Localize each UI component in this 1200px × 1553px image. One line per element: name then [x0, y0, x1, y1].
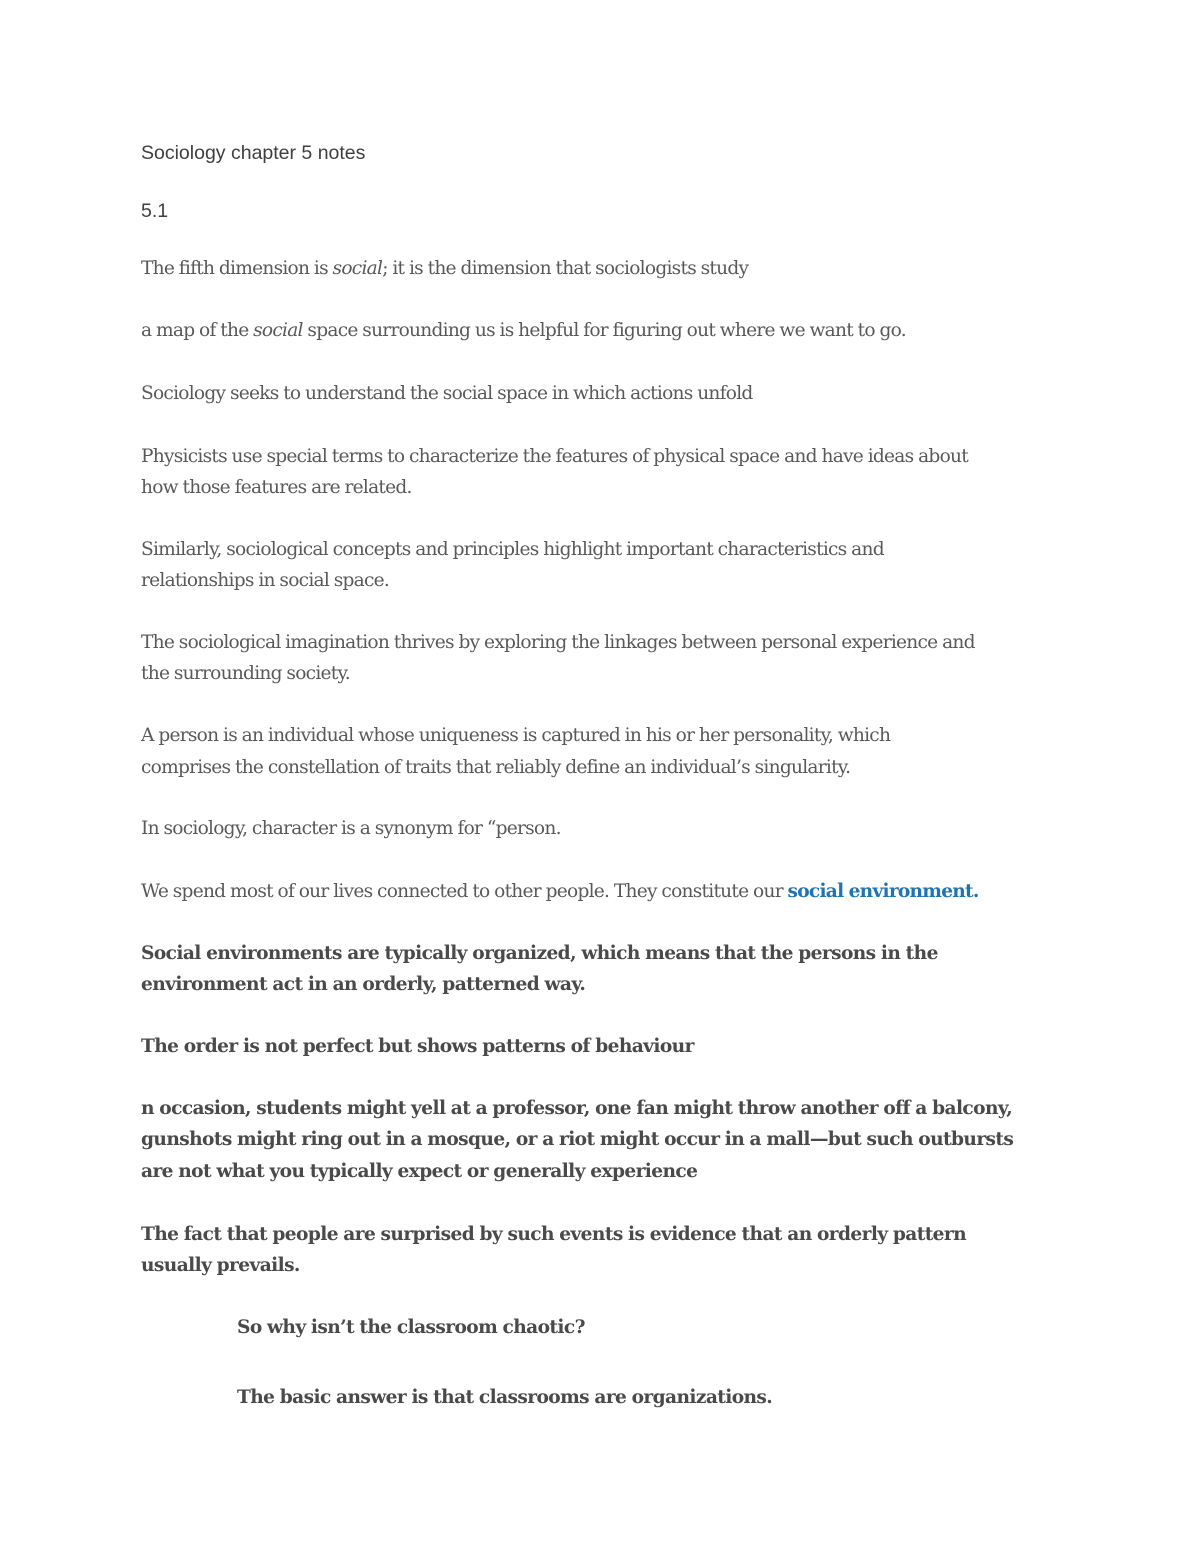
paragraph-imagination-line-1: The sociological imagination thrives by exploring the linkages between personal experience and	[141, 632, 975, 653]
paragraph-occasion-line-1: n occasion, students might yell at a professor, one fan might throw another off a balcony,	[141, 1098, 1013, 1119]
social-environment-term: social environment.	[787, 881, 979, 902]
paragraph-organized-line-2: environment act in an orderly, patterned way.	[141, 974, 586, 995]
emphasis-social: social	[253, 320, 303, 341]
paragraph-organized-line-1: Social environments are typically organized, which means that the persons in the	[141, 943, 938, 964]
section-number: 5.1	[141, 200, 169, 222]
document-title: Sociology chapter 5 notes	[141, 142, 366, 164]
paragraph-occasion-line-2: gunshots might ring out in a mosque, or a riot might occur in a mall—but such outbursts	[141, 1129, 1014, 1150]
question-classroom-chaotic: So why isn’t the classroom chaotic?	[237, 1317, 585, 1338]
emphasis-social: social	[332, 258, 383, 279]
paragraph-fifth-dimension: The fifth dimension is social; it is the dimension that sociologists study	[141, 258, 749, 279]
paragraph-person-line-1: A person is an individual whose uniqueness is captured in his or her personality, which	[141, 725, 891, 746]
paragraph-surprised-line-2: usually prevails.	[141, 1255, 300, 1276]
paragraph-person-line-2: comprises the constellation of traits that reliably define an individual’s singularity.	[141, 757, 851, 778]
answer-classrooms-organizations: The basic answer is that classrooms are organizations.	[237, 1387, 773, 1408]
paragraph-imagination-line-2: the surrounding society.	[141, 663, 350, 684]
paragraph-order-not-perfect: The order is not perfect but shows patterns of behaviour	[141, 1036, 694, 1057]
paragraph-social-map: a map of the social space surrounding us is helpful for figuring out where we want to go.	[141, 320, 906, 341]
paragraph-similarly-line-2: relationships in social space.	[141, 570, 390, 591]
paragraph-surprised-line-1: The fact that people are surprised by such events is evidence that an orderly pattern	[141, 1224, 967, 1245]
paragraph-physicists-line-1: Physicists use special terms to characterize the features of physical space and have ideas about	[141, 446, 968, 467]
paragraph-social-environment: We spend most of our lives connected to other people. They constitute our social environment.	[141, 881, 979, 902]
paragraph-character: In sociology, character is a synonym for “person.	[141, 818, 561, 839]
paragraph-sociology-seeks: Sociology seeks to understand the social space in which actions unfold	[141, 383, 753, 404]
paragraph-similarly-line-1: Similarly, sociological concepts and principles highlight important characteristics and	[141, 539, 884, 560]
paragraph-occasion-line-3: are not what you typically expect or generally experience	[141, 1161, 698, 1182]
paragraph-physicists-line-2: how those features are related.	[141, 477, 412, 498]
